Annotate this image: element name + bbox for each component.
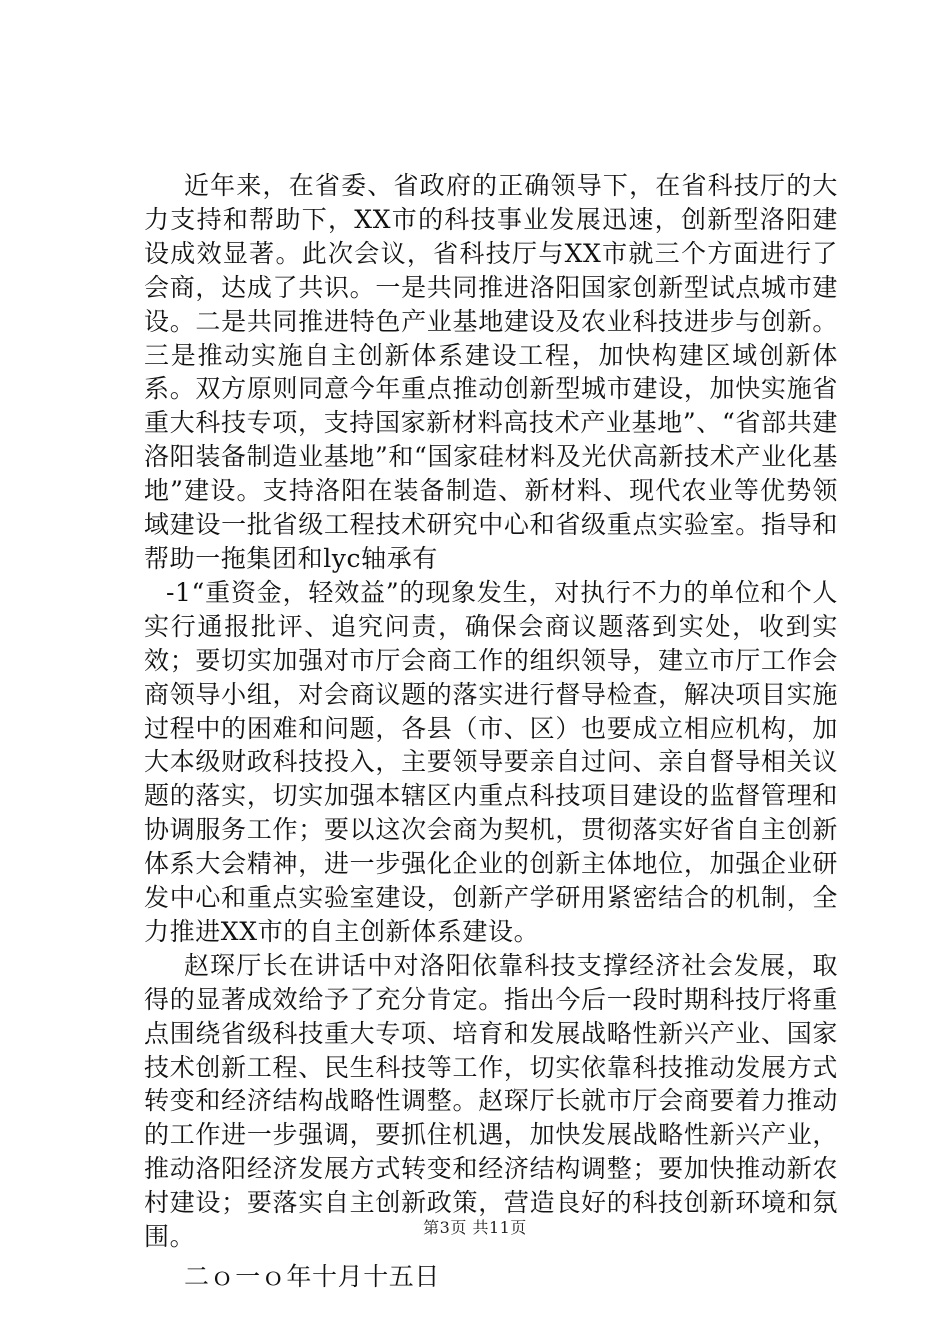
paragraph-3: 赵琛厅长在讲话中对洛阳依靠科技支撑经济社会发展，取得的显著成效给予了充分肯定。指出今后一段时期科技厅将重点围绕省级科技重大专项、培育和发展战略性新兴产业、国家技术创新工程、民生科技等工作，切实依靠科技推动发展方式转变和经济结构战略性调整。赵琛厅长就市厅会商要着力推动的工作进一步强调，要抓住机遇，加快发展战略性新兴产业，推动洛阳经济发展方式转变和经济结构调整；要加快推动新农村建设；要落实自主创新政策，营造良好的科技创新环境和氛围。 [144,950,838,1252]
document-body [144,169,838,1294]
document-date: 二ｏ一ｏ年十月十五日 [184,1262,441,1291]
page-number-footer: 第3页 共11页 [423,1218,527,1237]
paragraph-2: -1“重资金，轻效益”的现象发生，对执行不力的单位和个人实行通报批评、追究问责，确保会商议题落到实处，收到实效；要切实加强对市厅会商工作的组织领导，建立市厅工作会商领导小组，对会商议题的落实进行督导检查，解决项目实施过程中的困难和问题，各县（市、区）也要成立相应机构，加大本级财政科技投入，主要领导要亲自过问、亲自督导相关议题的落实，切实加强本辖区内重点科技项目建设的监督管理和协调服务工作；要以这次会商为契机，贯彻落实好省自主创新体系大会精神，进一步强化企业的创新主体地位，加强企业研发中心和重点实验室建设，创新产学研用紧密结合的机制，全力推进XX市的自主创新体系建设。 [144,577,838,946]
paragraph-1: 近年来，在省委、省政府的正确领导下，在省科技厅的大力支持和帮助下，XX市的科技事业发展迅速，创新型洛阳建设成效显著。此次会议，省科技厅与XX市就三个方面进行了会商，达成了共识。一是共同推进洛阳国家创新型试点城市建设。二是共同推进特色产业基地建设及农业科技进步与创新。三是推动实施自主创新体系建设工程，加快构建区域创新体系。双方原则同意今年重点推动创新型城市建设，加快实施省重大科技专项，支持国家新材料高技术产业基地”、“省部共建洛阳装备制造业基地”和“国家硅材料及光伏高新技术产业化基地”建设。支持洛阳在装备制造、新材料、现代农业等优势领域建设一批省级工程技术研究中心和省级重点实验室。指导和帮助一拖集团和lyc轴承有 [144,171,838,573]
